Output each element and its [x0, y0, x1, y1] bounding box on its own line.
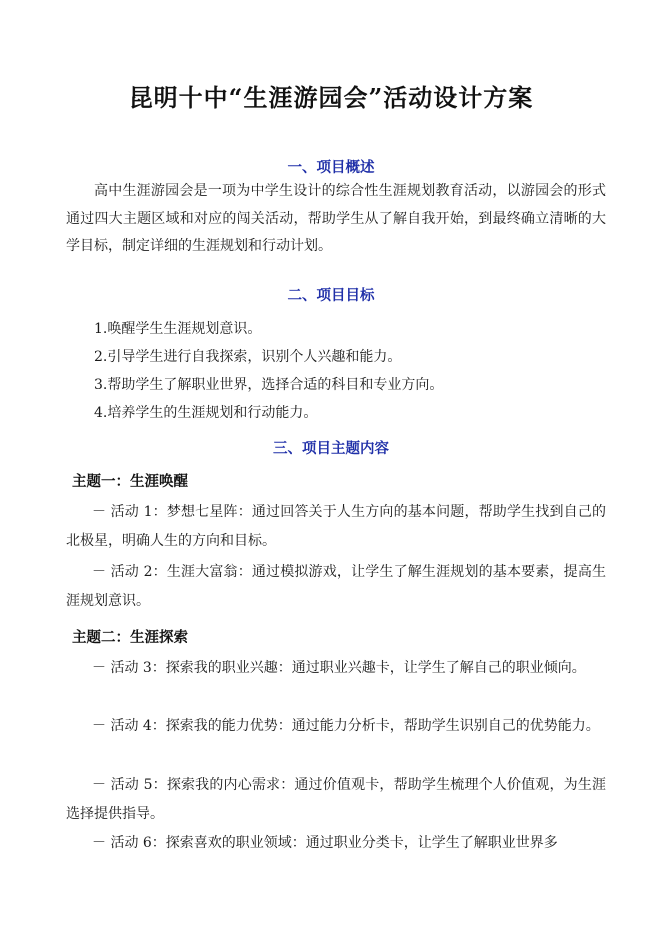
goal-item: 2.引导学生进行自我探索，识别个人兴趣和能力。: [94, 349, 402, 365]
overview-paragraph: 高中生涯游园会是一项为中学生设计的综合性生涯规划教育活动，以游园会的形式通过四大主题区域和对应的闯关活动，帮助学生从了解自我开始，到最终确立清晰的大学目标，制定详细的生涯规划和行动计划。: [66, 183, 606, 254]
activity-item: － 活动 2：生涯大富翁：通过模拟游戏，让学生了解生涯规划的基本要素，提高生涯规划意识。: [66, 564, 606, 609]
section-heading-themes: 三、项目主题内容: [273, 441, 389, 457]
section-heading-goals: 二、项目目标: [287, 288, 375, 304]
activity-item: － 活动 5：探索我的内心需求：通过价值观卡，帮助学生梳理个人价值观，为生涯选择提供指导。: [66, 777, 606, 822]
activity-item: － 活动 4：探索我的能力优势：通过能力分析卡，帮助学生识别自己的优势能力。: [92, 718, 600, 734]
goal-item: 1.唤醒学生生涯规划意识。: [94, 321, 262, 337]
activity-item: － 活动 1：梦想七星阵：通过回答关于人生方向的基本问题，帮助学生找到自己的北极星，明确人生的方向和目标。: [66, 504, 606, 549]
goal-item: 4.培养学生的生涯规划和行动能力。: [94, 405, 318, 421]
goal-item: 3.帮助学生了解职业世界，选择合适的科目和专业方向。: [94, 377, 444, 393]
document-title: 昆明十中“生涯游园会”活动设计方案: [128, 83, 534, 112]
activity-item: － 活动 6：探索喜欢的职业领域：通过职业分类卡，让学生了解职业世界多: [92, 835, 558, 851]
theme-heading-awakening: 主题一：生涯唤醒: [72, 474, 188, 490]
theme-heading-exploration: 主题二：生涯探索: [72, 630, 188, 646]
activity-item: － 活动 3：探索我的职业兴趣：通过职业兴趣卡，让学生了解自己的职业倾向。: [92, 660, 586, 676]
section-heading-overview: 一、项目概述: [287, 160, 375, 176]
